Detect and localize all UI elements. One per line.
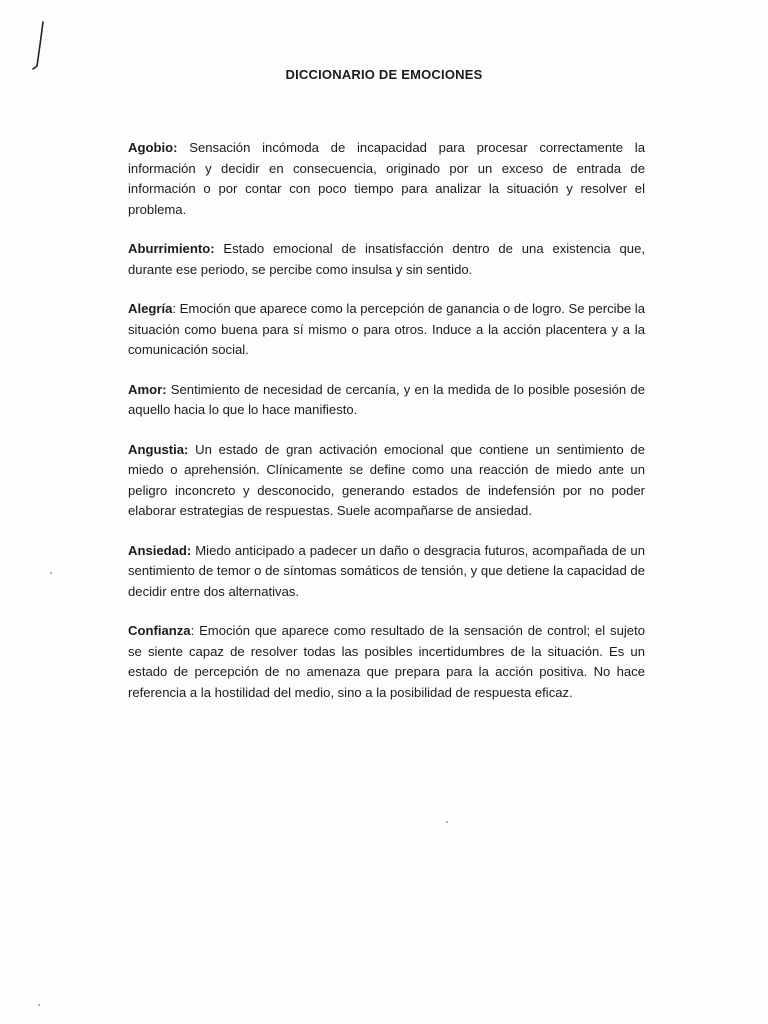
pen-stroke-mark [30,20,50,72]
scan-speck [50,572,52,574]
entry-definition: Estado emocional de insatisfacción dentro de una existencia que, durante ese periodo, se percibe como insulsa y sin sentido. [128,241,645,277]
entry-term: Ansiedad: [128,542,192,558]
entry-confianza [128,621,645,703]
scan-speck [38,1004,40,1006]
entry-term: Amor: [128,381,167,397]
scan-speck [446,821,448,823]
entry-amor [128,380,645,421]
entry-definition: Un estado de gran activación emocional que contiene un sentimiento de miedo o aprehensión. Clínicamente se define como una reacción de miedo ante un peligro inconcreto y desconocido, generando estados de indefensión por no poder elaborar estrategias de respuestas. Suele acompañarse de ansiedad. [128,441,645,518]
document-title: DICCIONARIO DE EMOCIONES [285,67,483,82]
entry-definition: : Emoción que aparece como la percepción de ganancia o de logro. Se percibe la situación como buena para sí mismo o para otros. Induce a la acción placentera y a la comunicación social. [128,301,645,357]
entry-term: Angustia: [128,441,189,457]
entry-term: Aburrimiento: [128,241,215,256]
entry-term: Confianza [128,623,191,638]
entry-definition: Sensación incómoda de incapacidad para procesar correctamente la información y decidir en consecuencia, originado por un exceso de entrada de información o por contar con poco tiempo para analizar la situación y resolver el problema. [128,140,645,217]
entry-term: Alegría [128,301,173,316]
entry-alegria [128,299,645,361]
entry-definition: : Emoción que aparece como resultado de la sensación de control; el sujeto se siente capaz de resolver todas las posibles incertidumbres de la situación. Es un estado de percepción de no amenaza que prepara para la acción positiva. No hace referencia a la hostilidad del medio, sino a la posibilidad de respuesta eficaz. [128,623,645,700]
entry-angustia [128,440,645,522]
emotion-entries [128,138,645,722]
entry-aburrimiento [128,239,645,280]
entry-ansiedad [128,541,645,603]
entry-agobio [128,138,645,220]
entry-definition: Sentimiento de necesidad de cercanía, y en la medida de lo posible posesión de aquello hacia lo que lo hace manifiesto. [128,381,645,417]
entry-definition: Miedo anticipado a padecer un daño o desgracia futuros, acompañada de un sentimiento de temor o de síntomas somáticos de tensión, y que detiene la capacidad de decidir entre dos alternativas. [128,542,645,599]
entry-term: Agobio: [128,140,178,155]
